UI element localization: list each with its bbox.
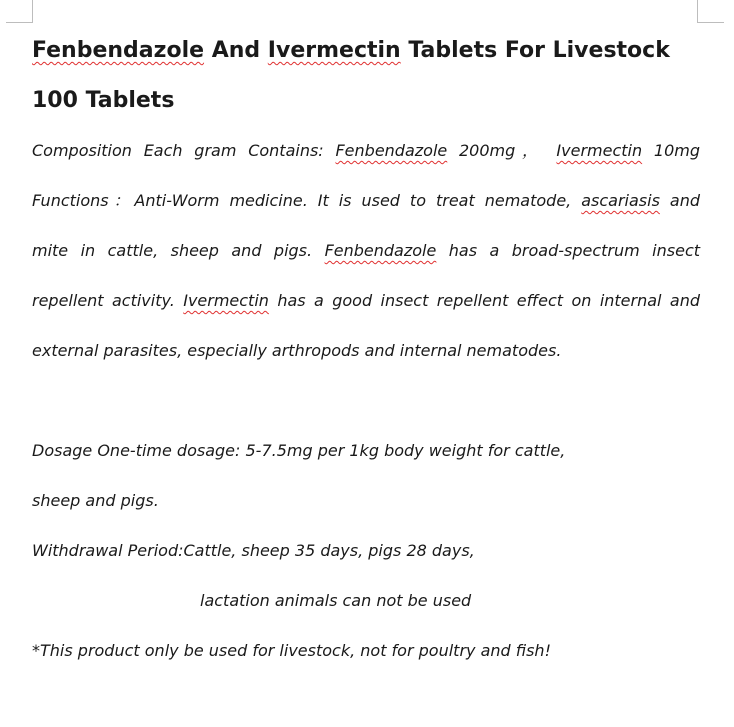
dosage-line-1: Dosage One-time dosage: 5-7.5mg per 1kg body weight for cattle, — [32, 441, 566, 460]
functions-line-3 — [32, 276, 700, 326]
composition-line — [32, 126, 700, 176]
functions-line-4: external parasites, especially arthropods and internal nematodes. — [32, 341, 562, 360]
withdrawal-line-2: lactation animals can not be used — [200, 591, 472, 610]
document-page[interactable] — [32, 26, 700, 676]
body-text: Composition Each gram Contains: — [32, 141, 336, 160]
body-text: has a good insect repellent effect on internal and — [268, 291, 701, 310]
body-text: 200mg， — [447, 141, 557, 160]
document-title-line-1 — [32, 26, 700, 76]
body-text: 10mg — [642, 141, 700, 160]
document-title-line-2: 100 Tablets — [32, 88, 175, 113]
spellcheck-word: Ivermectin — [556, 141, 643, 160]
body-text: and — [659, 191, 700, 210]
page-corner-mark-right — [697, 0, 724, 23]
withdrawal-line-1: Withdrawal Period:Cattle, sheep 35 days, pigs 28 days, — [32, 541, 475, 560]
empty-paragraph — [32, 376, 700, 426]
spellcheck-word: Fenbendazole — [335, 141, 448, 160]
body-text: has a broad-spectrum insect — [436, 241, 701, 260]
body-text: repellent activity. — [32, 291, 184, 310]
functions-line-2 — [32, 226, 700, 276]
usage-note: *This product only be used for livestock, not for poultry and fish! — [32, 641, 551, 660]
body-text: Functions：Anti-Worm medicine. It is used to treat nematode, — [32, 191, 582, 210]
spellcheck-word: Ivermectin — [267, 38, 401, 63]
spellcheck-word: Fenbendazole — [32, 38, 205, 63]
title-text: And — [204, 38, 268, 63]
spellcheck-word: Fenbendazole — [324, 241, 437, 260]
dosage-line-2: sheep and pigs. — [32, 491, 159, 510]
spellcheck-word: ascariasis — [581, 191, 660, 210]
body-text: mite in cattle, sheep and pigs. — [32, 241, 325, 260]
title-text: Tablets For Livestock — [400, 38, 670, 63]
page-corner-mark-left — [6, 0, 33, 23]
functions-line-1 — [32, 176, 700, 226]
spellcheck-word: Ivermectin — [183, 291, 269, 310]
